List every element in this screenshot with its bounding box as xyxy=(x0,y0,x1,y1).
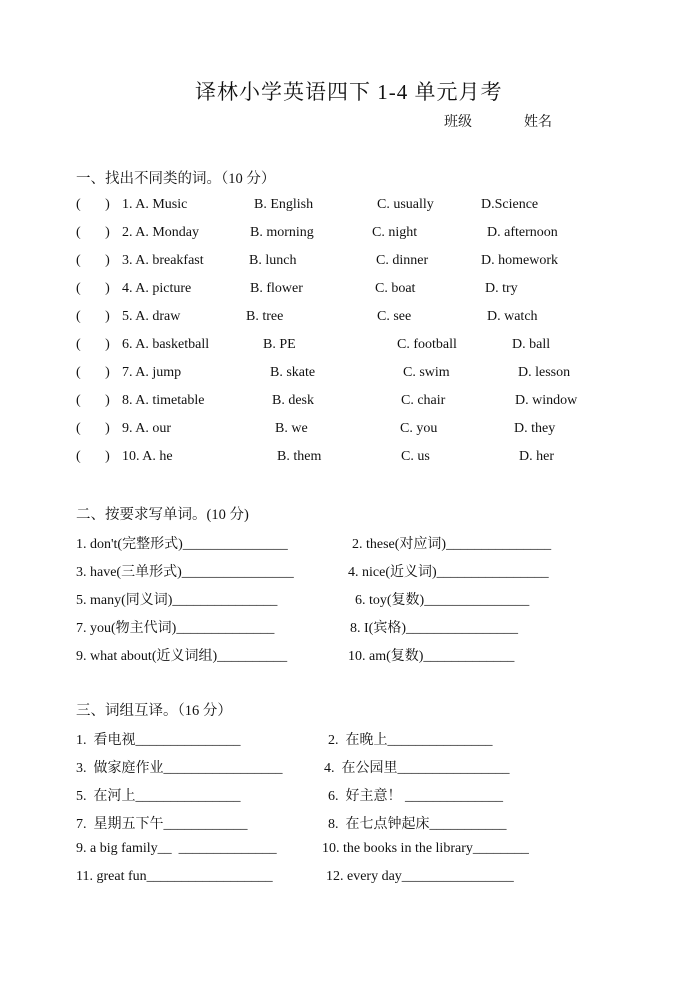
fill-in-item: 11. great fun__________________ xyxy=(76,869,273,884)
question-option-c: C. chair xyxy=(401,393,446,408)
section3-heading: 三、词组互译。（16 分） xyxy=(76,703,232,719)
question-option-c: C. swim xyxy=(403,365,450,380)
question-option-b: B. morning xyxy=(250,225,314,240)
question-option-d: D. homework xyxy=(481,253,558,268)
fill-in-item: 9. a big family__ ______________ xyxy=(76,841,277,856)
question-option-b: B. tree xyxy=(246,309,284,324)
question-option-b: B. PE xyxy=(263,337,296,352)
question-option-b: B. English xyxy=(254,197,314,212)
question-option-a: 8. A. timetable xyxy=(122,393,205,408)
fill-in-item: 2. 在晚上_______________ xyxy=(328,733,493,748)
question-option-d: D. ball xyxy=(512,337,551,352)
fill-in-item: 2. these(对应词)_______________ xyxy=(352,537,552,552)
fill-in-item: 3. 做家庭作业_________________ xyxy=(76,761,283,776)
question-option-b: B. lunch xyxy=(249,253,297,268)
fill-in-item: 6. 好主意！ ______________ xyxy=(328,789,503,804)
question-option-c: C. us xyxy=(401,449,430,464)
question-option-c: C. usually xyxy=(377,197,434,212)
question-option-b: B. desk xyxy=(272,393,314,408)
section1-heading: 一、找出不同类的词。（10 分） xyxy=(76,171,276,187)
fill-in-item: 7. you(物主代词)______________ xyxy=(76,621,275,636)
question-option-d: D. try xyxy=(485,281,518,296)
question-option-c: C. football xyxy=(397,337,457,352)
fill-in-item: 6. toy(复数)_______________ xyxy=(355,593,530,608)
question-option-c: C. night xyxy=(372,225,418,240)
fill-in-item: 10. the books in the library________ xyxy=(322,841,529,856)
fill-in-item: 1. don't(完整形式)_______________ xyxy=(76,537,288,552)
question-option-a: 7. A. jump xyxy=(122,365,182,380)
question-option-a: 9. A. our xyxy=(122,421,171,436)
section2-heading: 二、按要求写单词。(10 分) xyxy=(76,507,249,523)
question-option-a: 6. A. basketball xyxy=(122,337,210,352)
answer-blank[interactable]: ( ) xyxy=(76,393,110,408)
question-option-b: B. we xyxy=(275,421,308,436)
fill-in-item: 10. am(复数)_____________ xyxy=(348,649,515,664)
answer-blank[interactable]: ( ) xyxy=(76,337,110,352)
answer-blank[interactable]: ( ) xyxy=(76,421,110,436)
fill-in-item: 1. 看电视_______________ xyxy=(76,733,241,748)
question-option-d: D. lesson xyxy=(518,365,571,380)
answer-blank[interactable]: ( ) xyxy=(76,309,110,324)
question-option-d: D. they xyxy=(514,421,556,436)
question-option-b: B. flower xyxy=(250,281,303,296)
question-option-c: C. boat xyxy=(375,281,416,296)
answer-blank[interactable]: ( ) xyxy=(76,281,110,296)
fill-in-item: 5. many(同义词)_______________ xyxy=(76,593,278,608)
fill-in-item: 5. 在河上_______________ xyxy=(76,789,241,804)
question-option-c: C. you xyxy=(400,421,438,436)
page-title: 译林小学英语四下 1-4 单元月考 xyxy=(195,80,503,104)
question-option-d: D. window xyxy=(515,393,578,408)
question-option-a: 1. A. Music xyxy=(122,197,188,212)
name-label: 姓名 xyxy=(524,115,552,130)
question-option-b: B. skate xyxy=(270,365,316,380)
question-option-d: D. watch xyxy=(487,309,538,324)
answer-blank[interactable]: ( ) xyxy=(76,225,110,240)
question-option-c: C. see xyxy=(377,309,412,324)
question-option-d: D. afternoon xyxy=(487,225,558,240)
question-option-d: D.Science xyxy=(481,197,539,212)
answer-blank[interactable]: ( ) xyxy=(76,197,110,212)
fill-in-item: 7. 星期五下午____________ xyxy=(76,817,248,832)
question-option-a: 2. A. Monday xyxy=(122,225,199,240)
question-option-b: B. them xyxy=(277,449,322,464)
fill-in-item: 3. have(三单形式)________________ xyxy=(76,565,294,580)
answer-blank[interactable]: ( ) xyxy=(76,449,110,464)
fill-in-item: 4. 在公园里________________ xyxy=(324,761,510,776)
question-option-a: 10. A. he xyxy=(122,449,173,464)
fill-in-item: 4. nice(近义词)________________ xyxy=(348,565,549,580)
answer-blank[interactable]: ( ) xyxy=(76,365,110,380)
class-label: 班级 xyxy=(444,115,472,130)
fill-in-item: 12. every day________________ xyxy=(326,869,514,884)
question-option-a: 5. A. draw xyxy=(122,309,181,324)
question-option-a: 3. A. breakfast xyxy=(122,253,204,268)
answer-blank[interactable]: ( ) xyxy=(76,253,110,268)
question-option-a: 4. A. picture xyxy=(122,281,192,296)
fill-in-item: 8. 在七点钟起床___________ xyxy=(328,817,507,832)
fill-in-item: 8. I(宾格)________________ xyxy=(350,621,518,636)
question-option-d: D. her xyxy=(519,449,554,464)
fill-in-item: 9. what about(近义词组)__________ xyxy=(76,649,288,664)
question-option-c: C. dinner xyxy=(376,253,429,268)
